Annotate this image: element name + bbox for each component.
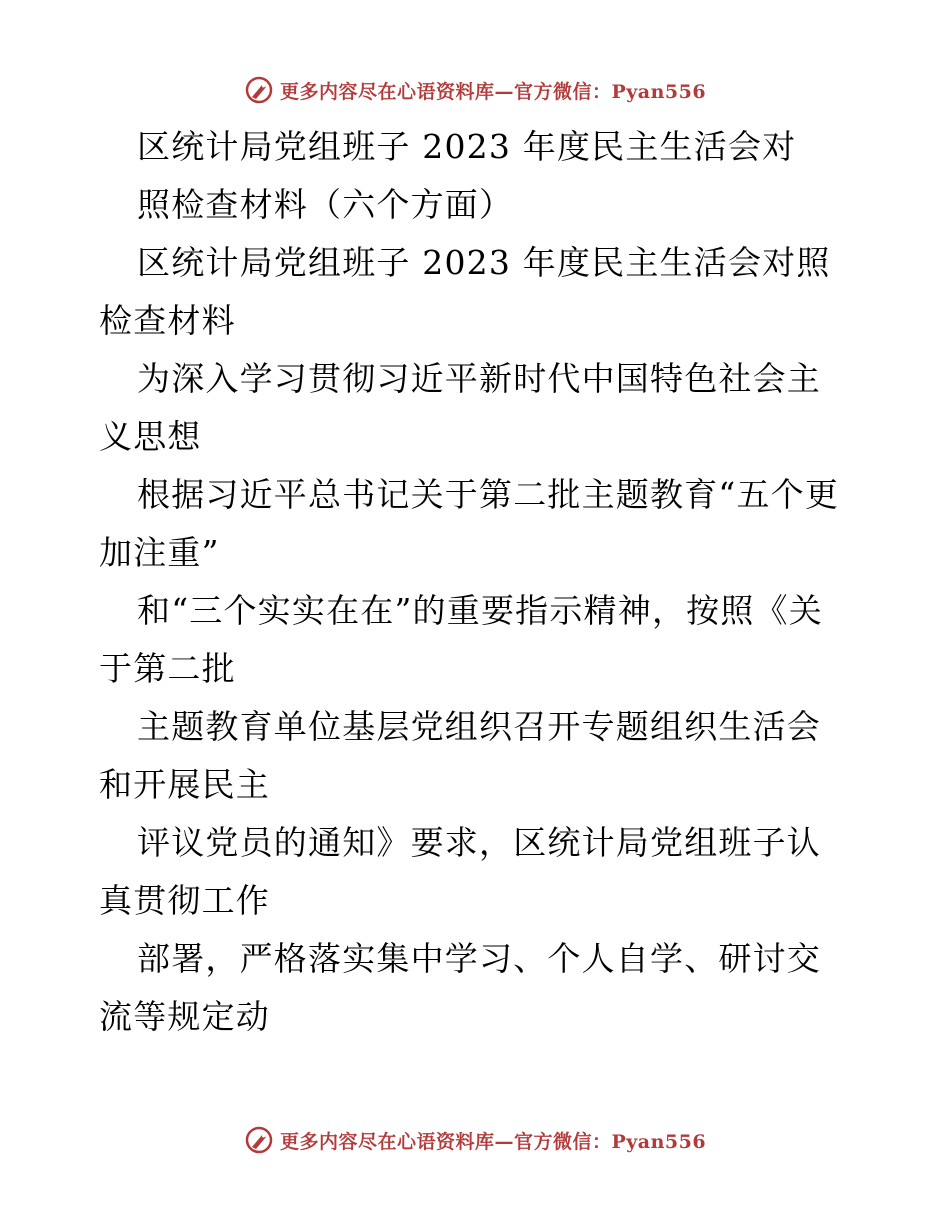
doc-paragraph: 评议党员的通知》要求，区统计局党组班子认真贯彻工作 — [99, 823, 821, 920]
footer-banner — [0, 1120, 950, 1160]
doc-paragraph: 根据习近平总书记关于第二批主题教育“五个更加注重” — [99, 475, 840, 572]
doc-paragraph: 为深入学习贯彻习近平新时代中国特色社会主义思想 — [99, 359, 821, 456]
footer-banner-content — [244, 1125, 706, 1155]
doc-paragraph: 部署，严格落实集中学习、个人自学、研讨交流等规定动 — [99, 939, 821, 1036]
footer-banner-text: 更多内容尽在心语资料库—官方微信：Pyan556 — [279, 1130, 707, 1153]
doc-paragraph: 和“三个实实在在”的重要指示精神，按照《关于第二批 — [99, 591, 823, 688]
doc-title-line-1: 区统计局党组班子 2023 年度民主生活会对 — [137, 127, 797, 166]
header-banner-text: 更多内容尽在心语资料库—官方微信：Pyan556 — [279, 80, 707, 103]
header-banner-content — [244, 75, 706, 105]
header-banner — [0, 70, 950, 110]
doc-paragraph: 区统计局党组班子 2023 年度民主生活会对照检查材料 — [99, 243, 831, 340]
pen-nib-logo-icon — [244, 75, 274, 105]
doc-paragraph: 主题教育单位基层党组织召开专题组织生活会和开展民主 — [99, 707, 821, 804]
pen-nib-logo-icon — [244, 1125, 274, 1155]
doc-title-line-2: 照检查材料（六个方面） — [137, 185, 514, 224]
document-body — [99, 118, 854, 1046]
